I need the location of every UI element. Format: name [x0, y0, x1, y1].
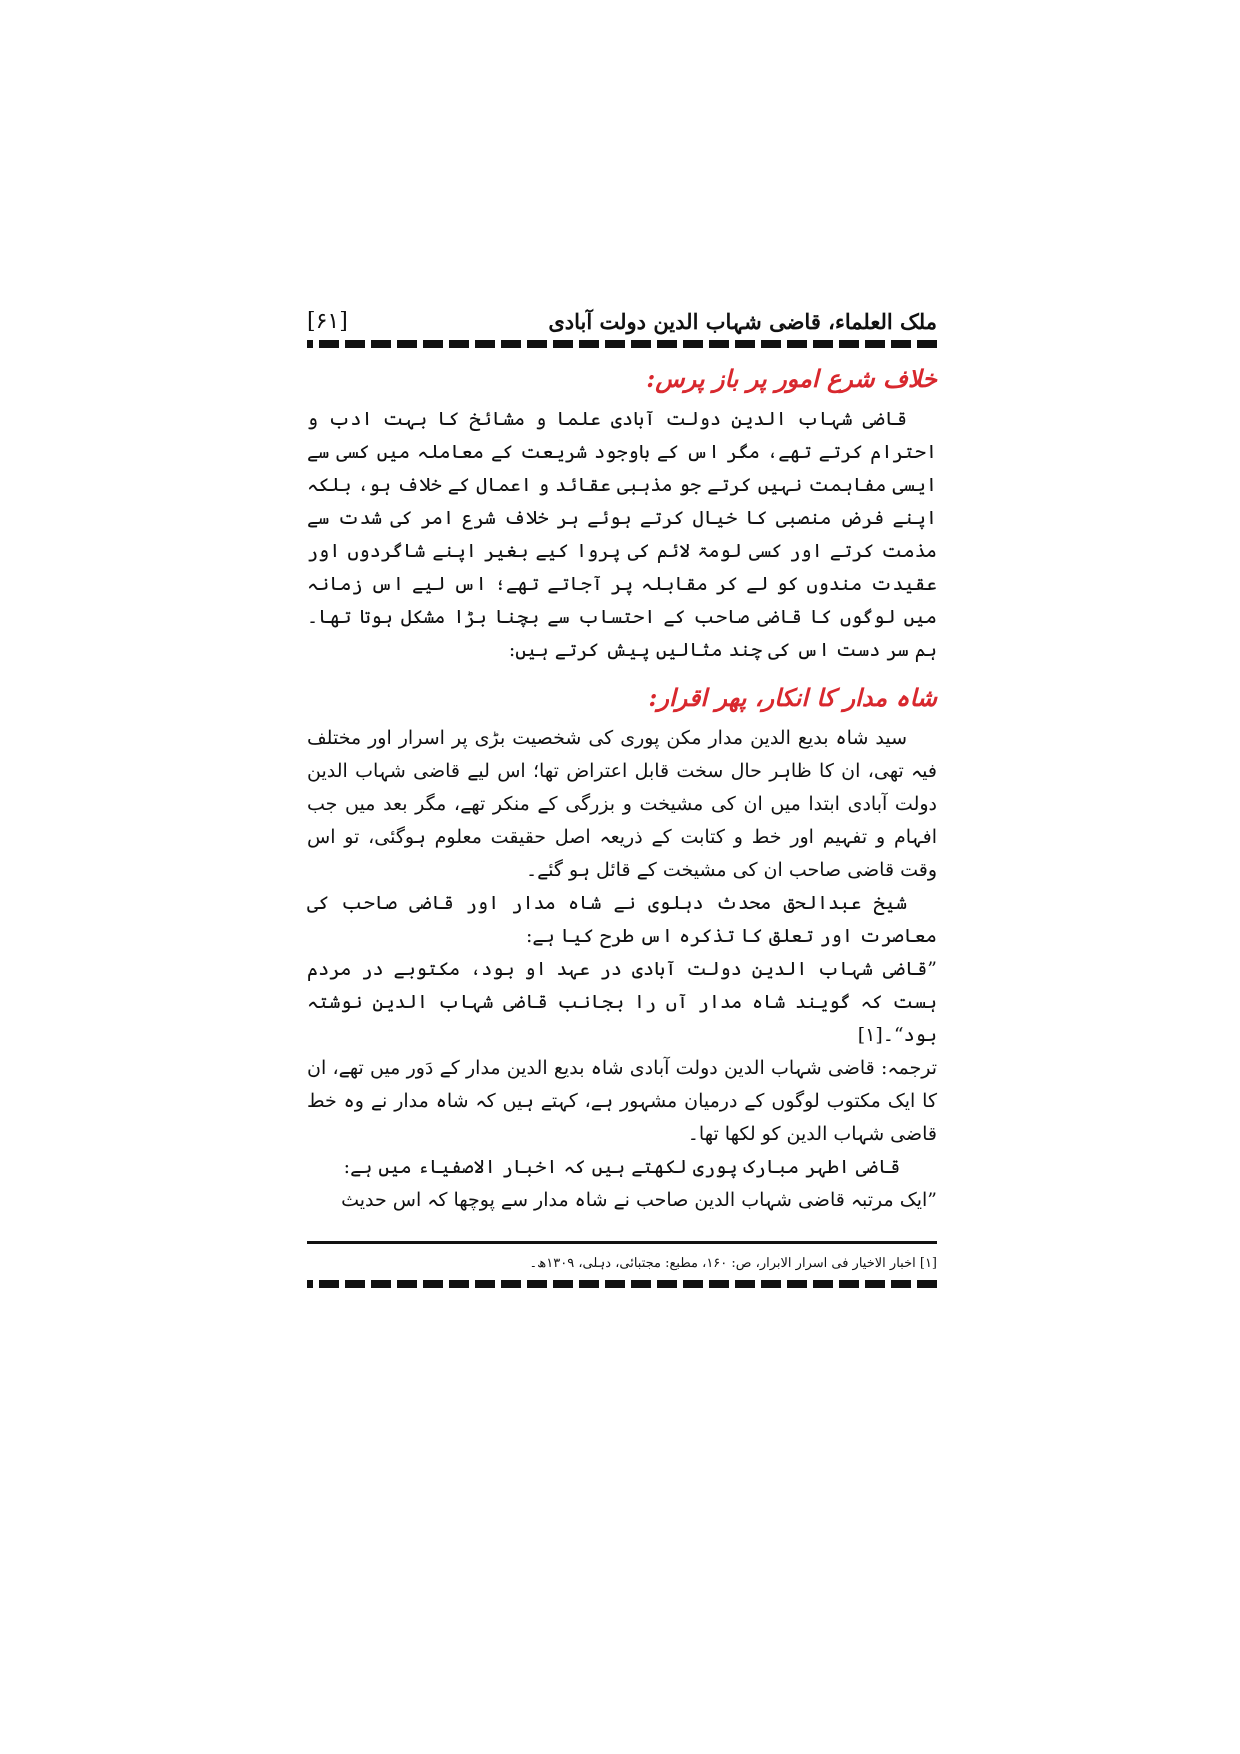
header-dashed-rule: [307, 340, 937, 348]
footnote: [۱] اخبار الاخیار فی اسرار الابرار، ص: ۱۶۰، مطبع: مجتبائی، دہلی، ۱۳۰۹ھ۔: [529, 1256, 937, 1271]
paragraph: سید شاہ بدیع الدین مدار مکن پوری کی شخصیت بڑی پر اسرار اور مختلف فیہ تھی، ان کا ظاہر حال سخت قابل اعتراض تھا؛ اس لیے قاضی شہاب الدین دولت آبادی ابتدا میں ان کی مشیخت و بزرگی کے منکر تھے، مگر بعد میں جب افہام و تفہیم اور خط و کتابت کے ذریعہ اصل حقیقت معلوم ہوگئی، تو اس وقت قاضی صاحب ان کی مشیخت کے قائل ہو گئے۔: [307, 727, 938, 881]
section-heading-1: خلاف شرع امور پر باز پرس:: [646, 364, 937, 393]
running-title: ملک العلماء، قاضی شہاب الدین دولت آبادی: [548, 309, 937, 334]
paragraph: قاضی شہاب الدین دولت آبادی علما و مشائخ کا بہت ادب و احترام کرتے تھے، مگر اس کے باوجود شریعت کے معاملہ میں کسی سے ایسی مفاہمت نہیں کرتے جو مذہبی عقائد و اعمال کے خلاف ہو، بلکہ اپنے فرض منصبی کا خیال کرتے ہوئے ہر خلاف شرع امر کی شدت سے مذمت کرتے اور کسی لومۃ لائم کی پروا کیے بغیر اپنے شاگردوں اور عقیدت مندوں کو لے کر مقابلہ پر آجاتے تھے؛ اس لیے اس زمانہ میں لوگوں کا قاضی صاحب کے احتساب سے بچنا بڑا مشکل ہوتا تھا۔ ہم سر دست اس کی چند مثالیں پیش کرتے ہیں:: [307, 408, 937, 661]
footer-dashed-rule: [307, 1280, 937, 1288]
footnote-separator: [307, 1241, 937, 1244]
paragraph: قاضی اطہر مبارک پوری لکھتے ہیں کہ اخبار الاصفیاء میں ہے:: [343, 1156, 901, 1178]
translation-paragraph: ترجمہ: قاضی شہاب الدین دولت آبادی شاہ بدیع الدین مدار کے دَور میں تھے، ان کا ایک مکتوب لوگوں کے درمیان مشہور ہے، کہتے ہیں کہ شاہ مدار نے وہ خط قاضی شہاب الدین کو لکھا تھا۔: [307, 1057, 937, 1145]
section-heading-2: شاہ مدار کا انکار، پھر اقرار:: [648, 683, 937, 712]
quote-start: ”ایک مرتبہ قاضی شہاب الدین صاحب نے شاہ مدار سے پوچھا کہ اس حدیث: [341, 1189, 937, 1211]
page-number: [۶۱]: [307, 309, 348, 334]
document-page: [307, 300, 937, 1288]
page-header: [307, 300, 937, 334]
persian-quote: ”قاضی شہاب الدین دولت آبادی در عہد او بود، مکتوبے در مردم ہست کہ گویند شاہ مدار آں را بجانب قاضی شہاب الدین نوشتہ بود“۔[۱]: [307, 958, 937, 1046]
paragraph: شیخ عبدالحق محدث دہلوی نے شاہ مدار اور قاضی صاحب کی معاصرت اور تعلق کا تذکرہ اس طرح کیا ہے:: [307, 892, 937, 947]
